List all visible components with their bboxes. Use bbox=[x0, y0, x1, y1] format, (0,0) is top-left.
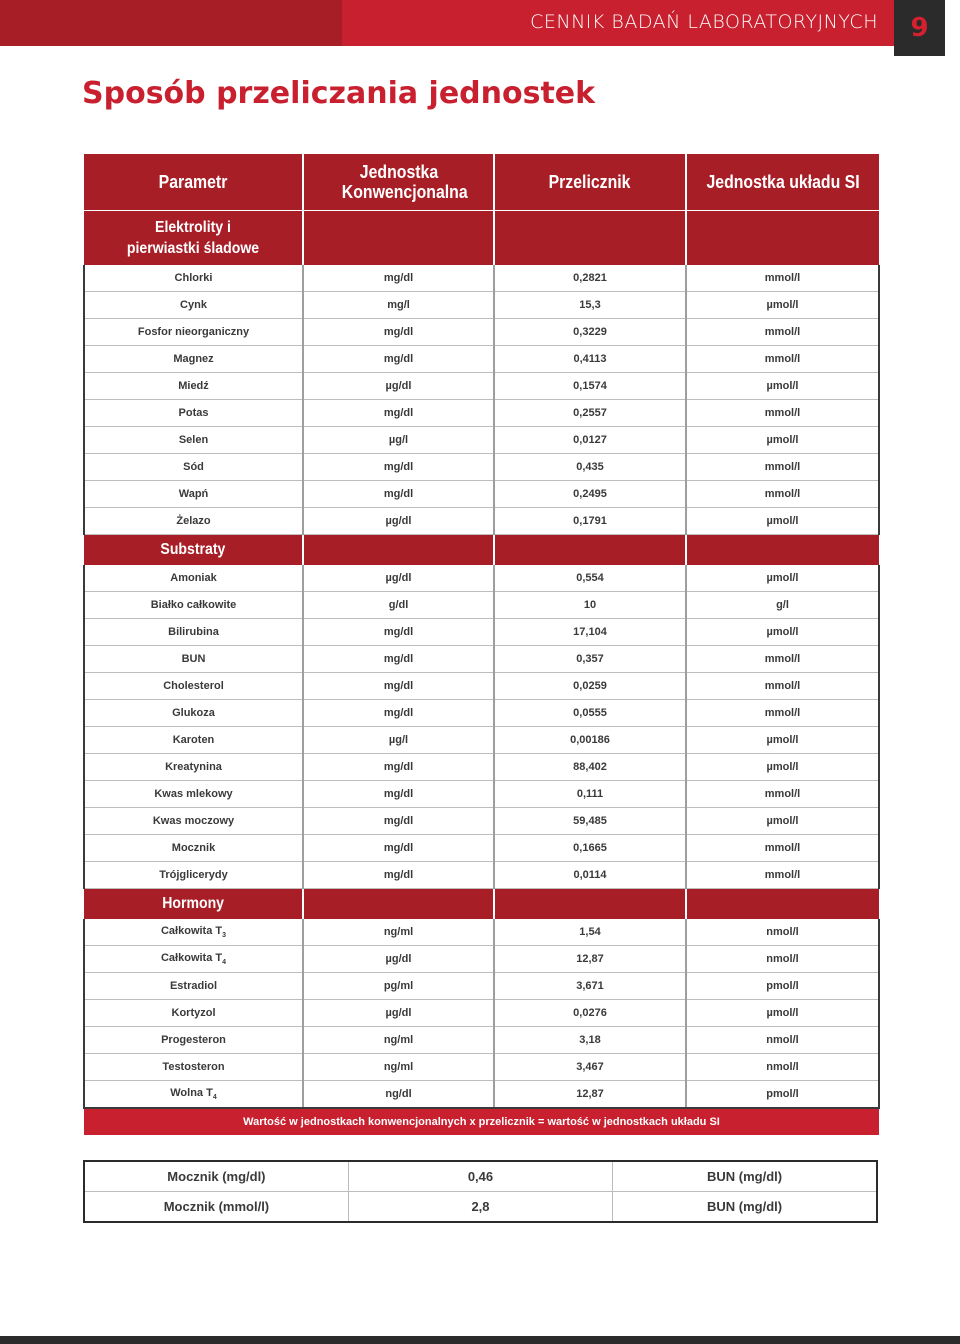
parameter-cell bbox=[84, 727, 303, 754]
section-row bbox=[84, 889, 879, 920]
section-empty-cell bbox=[303, 889, 494, 920]
column-header-parameter: Parametr bbox=[84, 154, 303, 211]
parameter-name: Kortyzol bbox=[171, 1007, 216, 1019]
section-empty-cell bbox=[303, 535, 494, 566]
si-unit-cell: mmol/l bbox=[686, 346, 879, 373]
formula-row bbox=[84, 1108, 879, 1135]
factor-cell: 0,0127 bbox=[494, 427, 686, 454]
table-row bbox=[84, 319, 879, 346]
parameter-name: Miedź bbox=[178, 380, 209, 392]
factor-cell: 0,0114 bbox=[494, 862, 686, 889]
parameter-name: Testosteron bbox=[162, 1061, 225, 1073]
section-title: Elektrolity i pierwiastki śladowe bbox=[84, 211, 303, 266]
column-header-si-unit: Jednostka układu SI bbox=[686, 154, 879, 211]
table-row bbox=[84, 1161, 877, 1192]
si-unit-cell: mmol/l bbox=[686, 781, 879, 808]
conventional-unit-cell: mg/dl bbox=[303, 808, 494, 835]
parameter-cell bbox=[84, 1054, 303, 1081]
table-row bbox=[84, 1027, 879, 1054]
table-row bbox=[84, 565, 879, 592]
table-row bbox=[84, 619, 879, 646]
factor-cell: 0,2821 bbox=[494, 265, 686, 292]
parameter-cell bbox=[84, 565, 303, 592]
parameter-cell bbox=[84, 346, 303, 373]
conventional-unit-cell: µg/dl bbox=[303, 565, 494, 592]
factor-cell: 0,357 bbox=[494, 646, 686, 673]
urea-mgdl-result: BUN (mg/dl) bbox=[613, 1161, 877, 1192]
footer-bar bbox=[0, 1336, 960, 1344]
table-row bbox=[84, 346, 879, 373]
parameter-name: Mocznik bbox=[171, 842, 216, 854]
factor-cell: 88,402 bbox=[494, 754, 686, 781]
parameter-cell bbox=[84, 619, 303, 646]
parameter-cell bbox=[84, 1081, 303, 1109]
conventional-unit-cell: ng/ml bbox=[303, 919, 494, 946]
si-unit-cell: nmol/l bbox=[686, 919, 879, 946]
parameter-name: Potas bbox=[178, 407, 209, 419]
conventional-unit-cell: µg/dl bbox=[303, 508, 494, 535]
parameter-cell bbox=[84, 781, 303, 808]
urea-mmoll-result: BUN (mg/dl) bbox=[613, 1192, 877, 1223]
parameter-name: Cynk bbox=[180, 299, 207, 311]
table-row bbox=[84, 919, 879, 946]
table-row bbox=[84, 754, 879, 781]
section-row bbox=[84, 535, 879, 566]
si-unit-cell: pmol/l bbox=[686, 973, 879, 1000]
table-row bbox=[84, 727, 879, 754]
table-body bbox=[84, 211, 879, 1109]
conventional-unit-cell: mg/dl bbox=[303, 862, 494, 889]
parameter-subscript: 3 bbox=[222, 932, 227, 940]
conventional-unit-cell: µg/l bbox=[303, 727, 494, 754]
table-row bbox=[84, 454, 879, 481]
section-empty-cell bbox=[686, 535, 879, 566]
factor-cell: 3,467 bbox=[494, 1054, 686, 1081]
urea-mgdl-label: Mocznik (mg/dl) bbox=[84, 1161, 348, 1192]
conventional-unit-cell: µg/dl bbox=[303, 1000, 494, 1027]
conventional-unit-cell: mg/dl bbox=[303, 400, 494, 427]
parameter-name: Kwas mlekowy bbox=[154, 788, 233, 800]
factor-cell: 17,104 bbox=[494, 619, 686, 646]
si-unit-cell: µmol/l bbox=[686, 292, 879, 319]
parameter-cell bbox=[84, 946, 303, 973]
table-row bbox=[84, 1054, 879, 1081]
si-unit-cell: µmol/l bbox=[686, 754, 879, 781]
factor-cell: 0,1665 bbox=[494, 835, 686, 862]
urea-bun-table bbox=[83, 1160, 878, 1223]
parameter-name: Żelazo bbox=[176, 515, 211, 527]
table-row bbox=[84, 700, 879, 727]
parameter-subscript: 4 bbox=[212, 1094, 217, 1102]
conventional-unit-cell: g/dl bbox=[303, 592, 494, 619]
table-row bbox=[84, 1192, 877, 1223]
parameter-name: Selen bbox=[178, 434, 209, 446]
si-unit-cell: g/l bbox=[686, 592, 879, 619]
parameter-name: Progesteron bbox=[161, 1034, 226, 1046]
si-unit-cell: nmol/l bbox=[686, 1054, 879, 1081]
formula-text: Wartość w jednostkach konwencjonalnych x przelicznik = wartość w jednostkach układu SI bbox=[84, 1108, 879, 1135]
factor-cell: 0,0276 bbox=[494, 1000, 686, 1027]
conventional-unit-cell: mg/dl bbox=[303, 265, 494, 292]
parameter-cell bbox=[84, 265, 303, 292]
si-unit-cell: mmol/l bbox=[686, 400, 879, 427]
section-row bbox=[84, 211, 879, 266]
si-unit-cell: µmol/l bbox=[686, 1000, 879, 1027]
parameter-cell bbox=[84, 973, 303, 1000]
parameter-cell bbox=[84, 1000, 303, 1027]
table-row bbox=[84, 265, 879, 292]
si-unit-cell: mmol/l bbox=[686, 646, 879, 673]
table-row bbox=[84, 373, 879, 400]
si-unit-cell: mmol/l bbox=[686, 673, 879, 700]
header-title: CENNIK BADAŃ LABORATORYJNYCH bbox=[530, 11, 878, 33]
parameter-cell bbox=[84, 862, 303, 889]
parameter-cell bbox=[84, 319, 303, 346]
parameter-name: Karoten bbox=[172, 734, 215, 746]
section-empty-cell bbox=[494, 535, 686, 566]
factor-cell: 15,3 bbox=[494, 292, 686, 319]
table-row bbox=[84, 835, 879, 862]
parameter-name: Glukoza bbox=[172, 707, 215, 719]
conventional-unit-cell: ng/ml bbox=[303, 1027, 494, 1054]
conventional-unit-cell: µg/dl bbox=[303, 946, 494, 973]
si-unit-cell: µmol/l bbox=[686, 619, 879, 646]
factor-cell: 12,87 bbox=[494, 946, 686, 973]
table-row bbox=[84, 427, 879, 454]
table-row bbox=[84, 481, 879, 508]
table-row bbox=[84, 292, 879, 319]
parameter-name: Kwas moczowy bbox=[152, 815, 235, 827]
table-row bbox=[84, 400, 879, 427]
conventional-unit-cell: mg/dl bbox=[303, 673, 494, 700]
table-row bbox=[84, 781, 879, 808]
si-unit-cell: µmol/l bbox=[686, 727, 879, 754]
factor-cell: 0,111 bbox=[494, 781, 686, 808]
urea-mmoll-factor: 2,8 bbox=[348, 1192, 612, 1223]
section-title: Hormony bbox=[84, 889, 303, 920]
factor-cell: 0,1791 bbox=[494, 508, 686, 535]
conventional-unit-cell: mg/dl bbox=[303, 700, 494, 727]
conventional-unit-cell: mg/dl bbox=[303, 319, 494, 346]
section-empty-cell bbox=[686, 211, 879, 266]
parameter-cell bbox=[84, 646, 303, 673]
table-row bbox=[84, 1000, 879, 1027]
si-unit-cell: mmol/l bbox=[686, 265, 879, 292]
table-row bbox=[84, 973, 879, 1000]
parameter-name: Całkowita T bbox=[160, 951, 223, 964]
si-unit-cell: µmol/l bbox=[686, 373, 879, 400]
conventional-unit-cell: mg/dl bbox=[303, 646, 494, 673]
conventional-unit-cell: µg/dl bbox=[303, 373, 494, 400]
factor-cell: 0,0259 bbox=[494, 673, 686, 700]
table-row bbox=[84, 862, 879, 889]
parameter-name: Wapń bbox=[178, 488, 209, 500]
si-unit-cell: µmol/l bbox=[686, 508, 879, 535]
parameter-name: BUN bbox=[181, 653, 206, 665]
parameter-name: Sód bbox=[183, 461, 204, 473]
table-row bbox=[84, 673, 879, 700]
si-unit-cell: µmol/l bbox=[686, 808, 879, 835]
parameter-subscript: 4 bbox=[222, 959, 227, 967]
parameter-cell bbox=[84, 592, 303, 619]
conventional-unit-cell: mg/dl bbox=[303, 454, 494, 481]
si-unit-cell: nmol/l bbox=[686, 946, 879, 973]
parameter-name: Białko całkowite bbox=[150, 599, 237, 611]
conventional-unit-cell: µg/l bbox=[303, 427, 494, 454]
factor-cell: 0,3229 bbox=[494, 319, 686, 346]
column-header-factor: Przelicznik bbox=[494, 154, 686, 211]
parameter-cell bbox=[84, 835, 303, 862]
page-number: 9 bbox=[894, 0, 945, 56]
parameter-name: Amoniak bbox=[170, 572, 217, 584]
parameter-name: Wolna T bbox=[170, 1086, 213, 1099]
si-unit-cell: pmol/l bbox=[686, 1081, 879, 1109]
page-title: Sposób przeliczania jednostek bbox=[82, 76, 596, 111]
si-unit-cell: µmol/l bbox=[686, 427, 879, 454]
conventional-unit-cell: mg/dl bbox=[303, 835, 494, 862]
conventional-unit-cell: mg/l bbox=[303, 292, 494, 319]
table-row bbox=[84, 508, 879, 535]
conventional-unit-cell: mg/dl bbox=[303, 781, 494, 808]
si-unit-cell: mmol/l bbox=[686, 481, 879, 508]
factor-cell: 10 bbox=[494, 592, 686, 619]
section-empty-cell bbox=[494, 889, 686, 920]
si-unit-cell: mmol/l bbox=[686, 862, 879, 889]
factor-cell: 0,4113 bbox=[494, 346, 686, 373]
table-row bbox=[84, 808, 879, 835]
factor-cell: 0,2557 bbox=[494, 400, 686, 427]
parameter-name: Fosfor nieorganiczny bbox=[137, 326, 250, 338]
factor-cell: 59,485 bbox=[494, 808, 686, 835]
table-header-row bbox=[84, 154, 879, 211]
conventional-unit-cell: mg/dl bbox=[303, 346, 494, 373]
table-row bbox=[84, 946, 879, 973]
parameter-cell bbox=[84, 292, 303, 319]
parameter-cell bbox=[84, 427, 303, 454]
conventional-unit-cell: ng/dl bbox=[303, 1081, 494, 1109]
parameter-name: Cholesterol bbox=[163, 680, 224, 692]
parameter-cell bbox=[84, 754, 303, 781]
factor-cell: 0,2495 bbox=[494, 481, 686, 508]
section-empty-cell bbox=[303, 211, 494, 266]
parameter-name: Kreatynina bbox=[165, 761, 222, 773]
table-row bbox=[84, 1081, 879, 1109]
urea-mmoll-label: Mocznik (mmol/l) bbox=[84, 1192, 348, 1223]
urea-mgdl-factor: 0,46 bbox=[348, 1161, 612, 1192]
parameter-cell bbox=[84, 673, 303, 700]
parameter-cell bbox=[84, 400, 303, 427]
parameter-cell bbox=[84, 1027, 303, 1054]
section-empty-cell bbox=[494, 211, 686, 266]
parameter-name: Chlorki bbox=[174, 272, 213, 284]
factor-cell: 0,1574 bbox=[494, 373, 686, 400]
parameter-cell bbox=[84, 808, 303, 835]
section-title: Substraty bbox=[84, 535, 303, 566]
conventional-unit-cell: mg/dl bbox=[303, 754, 494, 781]
factor-cell: 0,554 bbox=[494, 565, 686, 592]
conventional-unit-cell: mg/dl bbox=[303, 619, 494, 646]
factor-cell: 0,00186 bbox=[494, 727, 686, 754]
factor-cell: 1,54 bbox=[494, 919, 686, 946]
column-header-conventional-unit: Jednostka Konwencjonalna bbox=[303, 154, 494, 211]
si-unit-cell: mmol/l bbox=[686, 835, 879, 862]
conversion-table bbox=[83, 154, 880, 1135]
si-unit-cell: µmol/l bbox=[686, 565, 879, 592]
parameter-cell bbox=[84, 919, 303, 946]
parameter-cell bbox=[84, 373, 303, 400]
si-unit-cell: mmol/l bbox=[686, 454, 879, 481]
parameter-name: Estradiol bbox=[169, 980, 218, 992]
si-unit-cell: mmol/l bbox=[686, 319, 879, 346]
factor-cell: 0,0555 bbox=[494, 700, 686, 727]
parameter-name: Całkowita T bbox=[160, 924, 223, 937]
parameter-cell bbox=[84, 454, 303, 481]
factor-cell: 3,671 bbox=[494, 973, 686, 1000]
parameter-name: Bilirubina bbox=[168, 626, 219, 638]
header-bar-left bbox=[0, 0, 342, 46]
parameter-cell bbox=[84, 700, 303, 727]
conventional-unit-cell: pg/ml bbox=[303, 973, 494, 1000]
si-unit-cell: nmol/l bbox=[686, 1027, 879, 1054]
section-empty-cell bbox=[686, 889, 879, 920]
table-row bbox=[84, 646, 879, 673]
factor-cell: 12,87 bbox=[494, 1081, 686, 1109]
factor-cell: 3,18 bbox=[494, 1027, 686, 1054]
si-unit-cell: mmol/l bbox=[686, 700, 879, 727]
conventional-unit-cell: ng/ml bbox=[303, 1054, 494, 1081]
table-row bbox=[84, 592, 879, 619]
conventional-unit-cell: mg/dl bbox=[303, 481, 494, 508]
parameter-name: Trójglicerydy bbox=[159, 869, 228, 881]
factor-cell: 0,435 bbox=[494, 454, 686, 481]
parameter-cell bbox=[84, 481, 303, 508]
parameter-name: Magnez bbox=[173, 353, 214, 365]
parameter-cell bbox=[84, 508, 303, 535]
